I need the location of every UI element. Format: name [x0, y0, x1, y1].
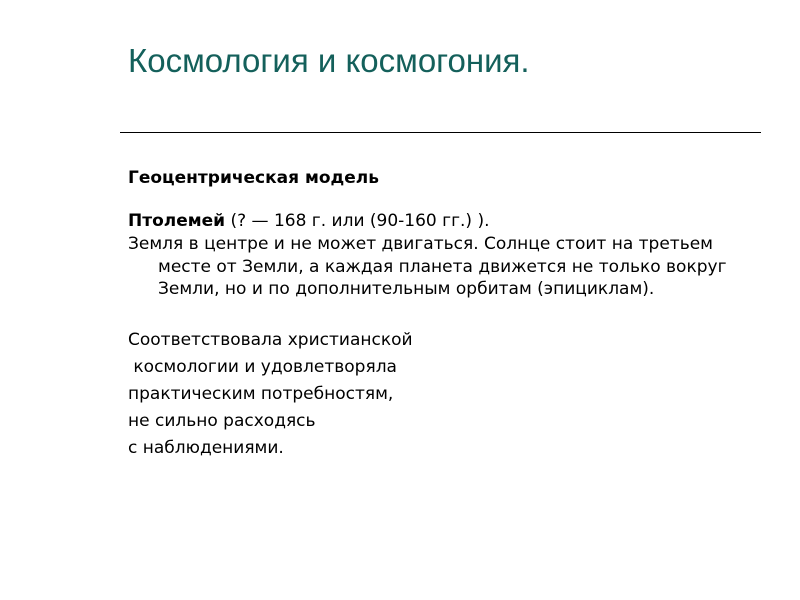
- ptolemy-line: [128, 209, 768, 233]
- correspondence-line: Соответствовала христианской: [128, 329, 413, 350]
- ptolemy-name: Птолемей: [128, 211, 226, 231]
- slide-title: Космология и космогония.: [128, 42, 530, 79]
- section-heading: Геоцентрическая модель: [128, 168, 380, 188]
- correspondence-line: практическим потребностям,: [128, 383, 394, 404]
- correspondence-line: космологии и удовлетворяла: [128, 356, 397, 377]
- correspondence-line: с наблюдениями.: [128, 437, 284, 458]
- slide-body: [128, 163, 768, 462]
- title-divider: [120, 132, 761, 133]
- correspondence-paragraph: [128, 327, 768, 462]
- ptolemy-dates: (? — 168 г. или (90-160 гг.) ).: [225, 211, 490, 231]
- earth-paragraph: Земля в центре и не может двигаться. Солнце стоит на третьем месте от Земли, а каждая планета движется не только вокруг Земли, но и по дополнительным орбитам (эпициклам).: [128, 234, 727, 299]
- correspondence-line: не сильно расходясь: [128, 410, 316, 431]
